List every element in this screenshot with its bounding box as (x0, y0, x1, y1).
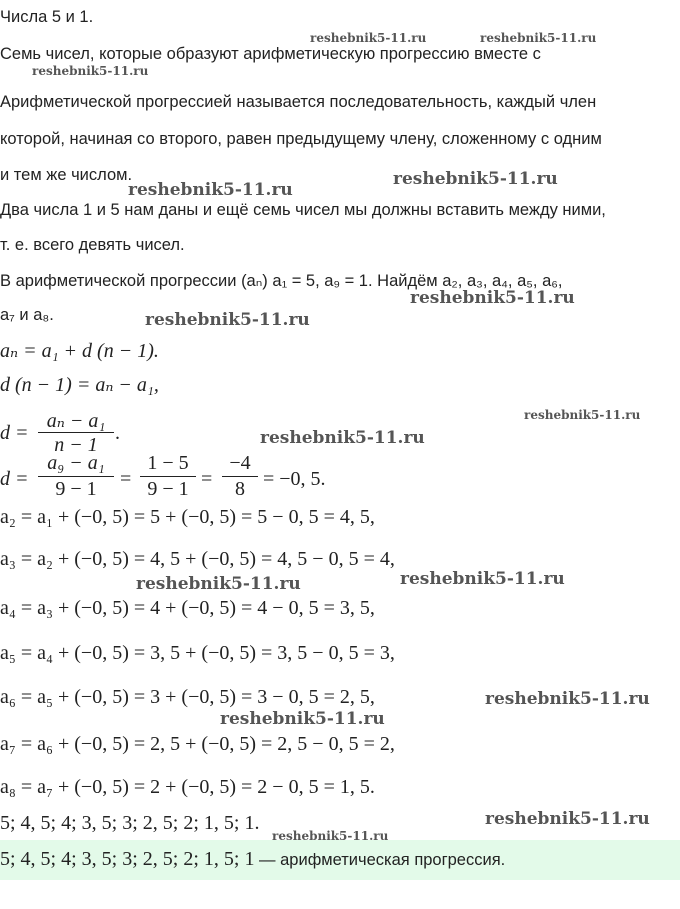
text-line-5: и тем же числом. (0, 166, 133, 184)
text-line-6: Два числа 1 и 5 нам даны и ещё семь чисел мы должны вставить между ними, (0, 201, 606, 219)
fraction-denominator: 8 (235, 478, 245, 500)
term-a6: a₆ = a₅ + (−0, 5) = 3 + (−0, 5) = 3 − 0, 5 = 2, 5, (0, 686, 375, 708)
sequence-result: 5; 4, 5; 4; 3, 5; 3; 2, 5; 2; 1, 5; 1. (0, 812, 260, 834)
equals-sign: = (201, 468, 213, 490)
watermark: reshebnik5-11.ru (393, 169, 558, 189)
fraction-1-5 (140, 452, 196, 504)
equals-sign: = (120, 468, 132, 490)
answer-sequence: 5; 4, 5; 4; 3, 5; 3; 2, 5; 2; 1, 5; 1 (0, 848, 255, 870)
formula-general-term: aₙ = a₁ + d (n − 1). (0, 340, 159, 362)
formula-d-result: = −0, 5. (263, 468, 326, 490)
watermark: reshebnik5-11.ru (128, 180, 293, 200)
watermark: reshebnik5-11.ru (485, 809, 650, 829)
term-a7: a₇ = a₆ + (−0, 5) = 2, 5 + (−0, 5) = 2, 5 − 0, 5 = 2, (0, 733, 395, 755)
fraction-numerator: −4 (229, 452, 251, 474)
term-a4: a₄ = a₃ + (−0, 5) = 4 + (−0, 5) = 4 − 0, 5 = 3, 5, (0, 597, 375, 619)
fraction-numerator: a₉ − a₁ (47, 452, 105, 474)
text-line-3: Арифметической прогрессией называется последовательность, каждый член (0, 93, 597, 111)
answer-line (0, 848, 505, 871)
fraction-denominator: n − 1 (54, 434, 98, 456)
term-a2: a₂ = a₁ + (−0, 5) = 5 + (−0, 5) = 5 − 0, 5 = 4, 5, (0, 506, 375, 528)
answer-text: — арифметическая прогрессия. (254, 851, 506, 869)
watermark: reshebnik5-11.ru (272, 829, 389, 843)
fraction-denominator: 9 − 1 (147, 478, 189, 500)
term-a3: a₃ = a₂ + (−0, 5) = 4, 5 + (−0, 5) = 4, 5 − 0, 5 = 4, (0, 548, 395, 570)
text-line-1: Числа 5 и 1. (0, 8, 94, 26)
watermark: reshebnik5-11.ru (400, 569, 565, 589)
text-line-2: Семь чисел, которые образуют арифметическую прогрессию вместе с (0, 45, 541, 63)
fraction-bar (140, 476, 196, 477)
fraction-bar (222, 476, 258, 477)
fraction-numerator: 1 − 5 (147, 452, 189, 474)
term-a8: a₈ = a₇ + (−0, 5) = 2 + (−0, 5) = 2 − 0, 5 = 1, 5. (0, 776, 375, 798)
term-a5: a₅ = a₄ + (−0, 5) = 3, 5 + (−0, 5) = 3, 5 − 0, 5 = 3, (0, 642, 395, 664)
text-line-9: a₇ и a₈. (0, 306, 54, 324)
watermark: reshebnik5-11.ru (136, 574, 301, 594)
text-line-7: т. е. всего девять чисел. (0, 236, 185, 254)
fraction-bar (38, 476, 114, 477)
watermark: reshebnik5-11.ru (260, 428, 425, 448)
watermark: reshebnik5-11.ru (145, 310, 310, 330)
fraction-bar (38, 432, 114, 433)
watermark: reshebnik5-11.ru (32, 64, 149, 78)
fraction-minus4-8 (222, 452, 258, 504)
formula-difference: d (n − 1) = aₙ − a₁, (0, 374, 159, 396)
fraction-denominator: 9 − 1 (55, 478, 97, 500)
watermark: reshebnik5-11.ru (410, 288, 575, 308)
fraction-numerator: aₙ − a₁ (46, 410, 106, 432)
fraction-a9-a1 (38, 452, 114, 504)
text-line-8: В арифметической прогрессии (aₙ) a₁ = 5, a₉ = 1. Найдём a₂, a₃, a₄, a₅, a₆, (0, 272, 563, 290)
watermark: reshebnik5-11.ru (524, 408, 641, 422)
watermark: reshebnik5-11.ru (485, 689, 650, 709)
formula-d-end: . (115, 422, 120, 444)
text-line-4: которой, начиная со второго, равен предыдущему члену, сложенному с одним (0, 130, 602, 148)
watermark: reshebnik5-11.ru (480, 31, 597, 45)
formula-d-value-lhs: d = (0, 468, 29, 490)
formula-d-lhs: d = (0, 422, 29, 444)
watermark: reshebnik5-11.ru (220, 709, 385, 729)
watermark: reshebnik5-11.ru (310, 31, 427, 45)
